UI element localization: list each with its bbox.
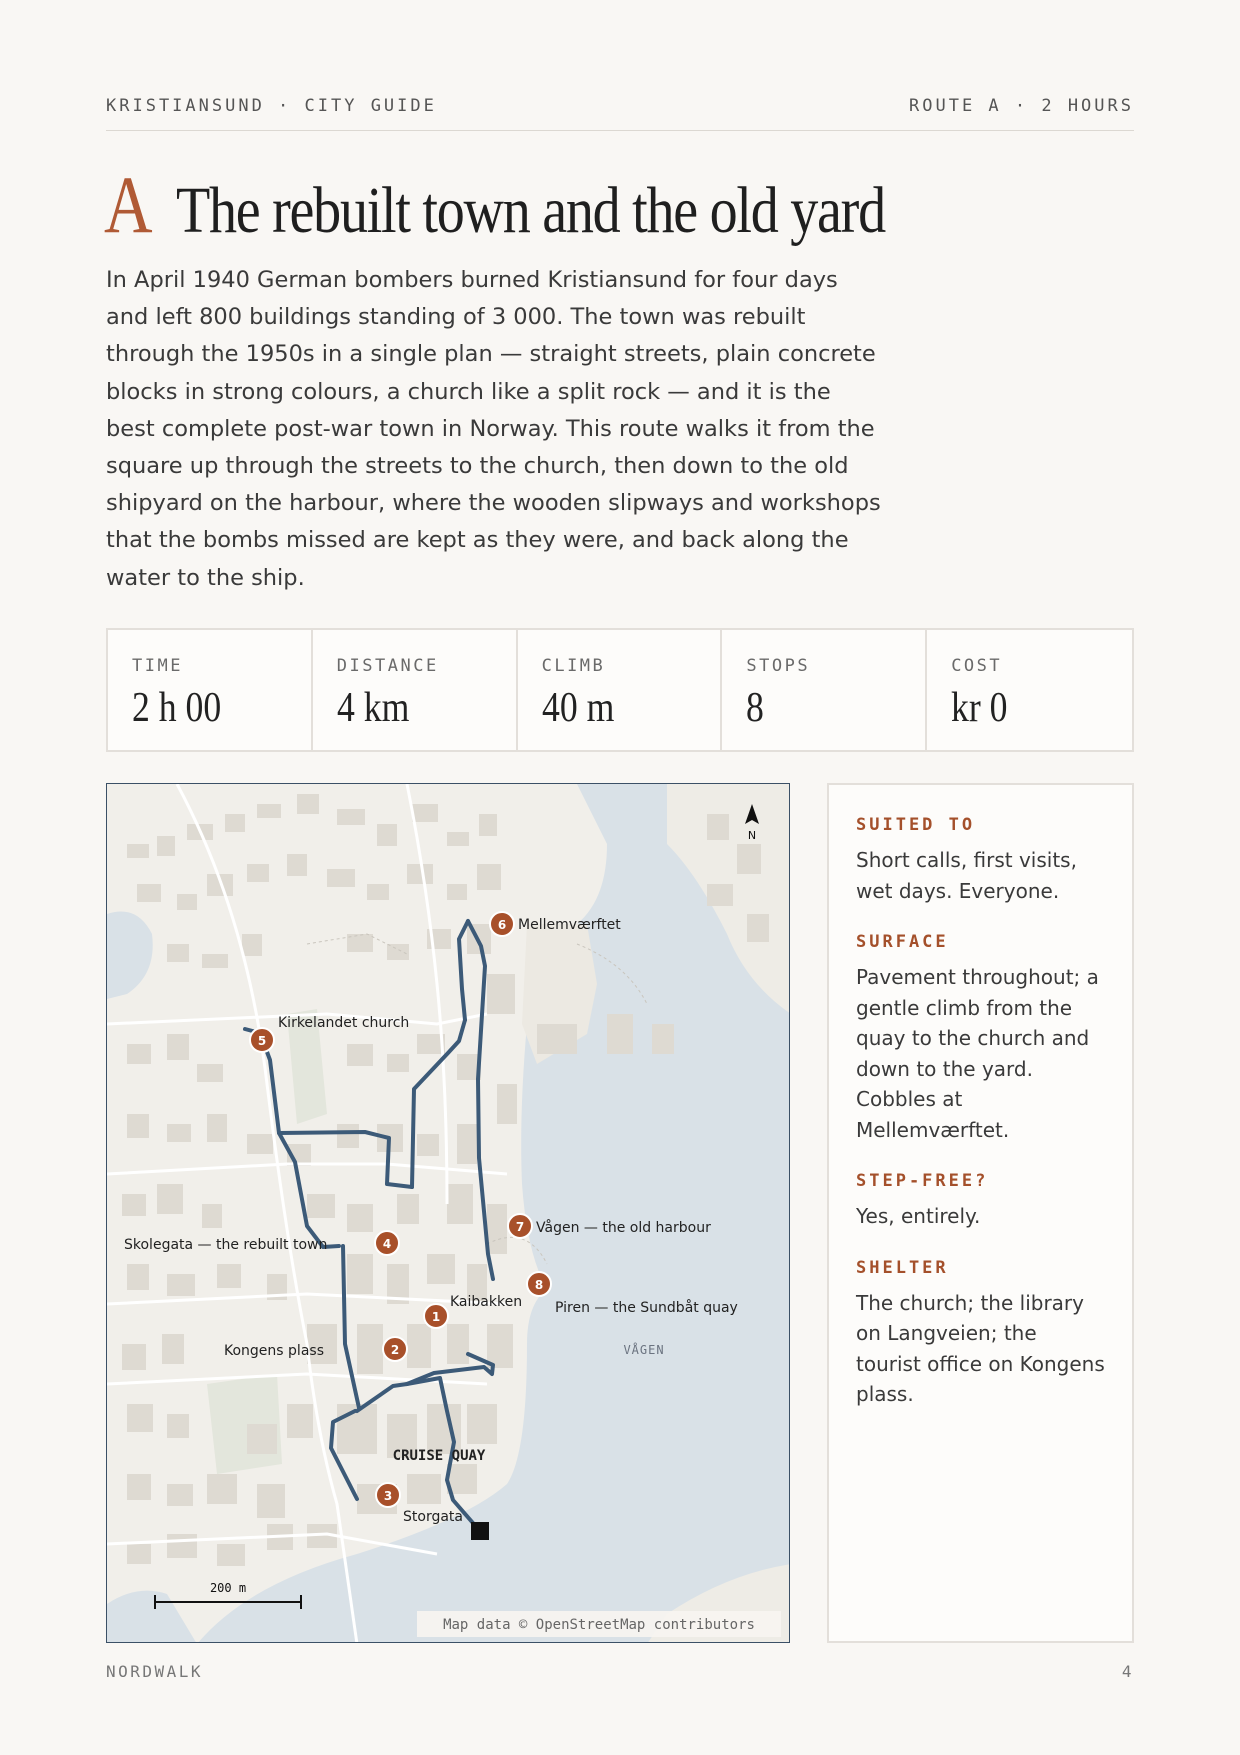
scale-label: 200 m: [209, 1581, 247, 1595]
stat-label: CLIMB: [541, 656, 606, 676]
stop-number: 6: [497, 918, 507, 932]
stop-number: 3: [383, 1489, 393, 1503]
info-heading: STEP-FREE?: [856, 1171, 989, 1191]
stat-value: 2 h 00: [132, 685, 222, 731]
stat-label: COST: [951, 656, 1003, 676]
info-text: Pavement throughout; a gentle climb from the quay to the church and down to the yard. Cobbles at Mellemværftet.: [856, 965, 1099, 1142]
stat-value: 4 km: [336, 685, 410, 731]
route-title: The rebuilt town and the old yard: [176, 174, 885, 247]
stop-number: 7: [515, 1220, 525, 1234]
stat-value: kr 0: [951, 685, 1008, 731]
guide-title: KRISTIANSUND · CITY GUIDE: [106, 96, 437, 116]
stat-distance: [313, 630, 518, 750]
stop-label: Mellemværftet: [518, 917, 621, 933]
info-text: The church; the library on Langveien; the tourist office on Kongens plass.: [856, 1290, 1105, 1406]
page-header: [106, 96, 1134, 131]
cruise-quay-marker: [471, 1522, 489, 1540]
practical-info-panel: [827, 783, 1134, 1643]
stat-value: 8: [746, 685, 765, 731]
stat-value: 40 m: [541, 685, 614, 731]
page-number: 4: [1121, 1662, 1134, 1681]
stop-label: Vågen — the old harbour: [536, 1220, 711, 1236]
route-map[interactable]: [106, 783, 790, 1643]
stat-label: STOPS: [746, 656, 811, 676]
stop-number: 8: [534, 1278, 544, 1292]
stop-number: 5: [257, 1034, 267, 1048]
north-label: N: [747, 829, 757, 842]
stop-label: Storgata: [403, 1509, 463, 1525]
map-canvas: [107, 784, 790, 1643]
publisher-name: NORDWALK: [106, 1662, 204, 1681]
stop-label: Kaibakken: [450, 1294, 523, 1310]
water-label: VÅGEN: [623, 1343, 665, 1357]
info-heading: SHELTER: [856, 1257, 949, 1278]
stop-label: Piren — the Sundbåt quay: [555, 1300, 738, 1316]
stat-climb: [518, 630, 723, 750]
route-letter: A: [104, 159, 153, 250]
stop-number: 4: [382, 1237, 392, 1251]
stop-number: 1: [431, 1310, 441, 1324]
info-text: Short calls, first visits, wet days. Everyone.: [856, 848, 1077, 903]
cruise-quay-label: CRUISE QUAY: [392, 1448, 486, 1464]
stat-cost: [927, 630, 1132, 750]
stat-stops: [722, 630, 927, 750]
stat-label: DISTANCE: [336, 656, 439, 676]
info-text: Yes, entirely.: [856, 1204, 981, 1228]
page-title: [104, 158, 1010, 248]
route-summary: ROUTE A · 2 HOURS: [909, 96, 1134, 116]
stop-number: 2: [390, 1343, 400, 1357]
page-footer: [106, 1662, 1134, 1681]
intro-paragraph: In April 1940 German bombers burned Kristiansund for four days and left 800 buildings standing of 3 000. The town was rebuilt through the 1950s in a single plan — straight streets, plain concrete blocks in strong colours, a church like a split rock — and it is the best complete post-war town in Norway. This route walks it from the square up through the streets to the church, then down to the old shipyard on the harbour, where the wooden slipways and workshops that the bombs missed are kept as they were, and back along the water to the ship.: [106, 267, 881, 591]
info-heading: SUITED TO: [856, 815, 976, 835]
info-heading: SURFACE: [856, 932, 949, 952]
stop-label: Skolegata — the rebuilt town: [124, 1237, 328, 1253]
stat-time: [108, 630, 313, 750]
stat-label: TIME: [132, 656, 183, 676]
stop-label: Kongens plass: [224, 1343, 324, 1359]
attribution: Map data © OpenStreetMap contributors: [443, 1617, 755, 1633]
stats-bar: [106, 628, 1134, 752]
stop-label: Kirkelandet church: [278, 1015, 410, 1031]
